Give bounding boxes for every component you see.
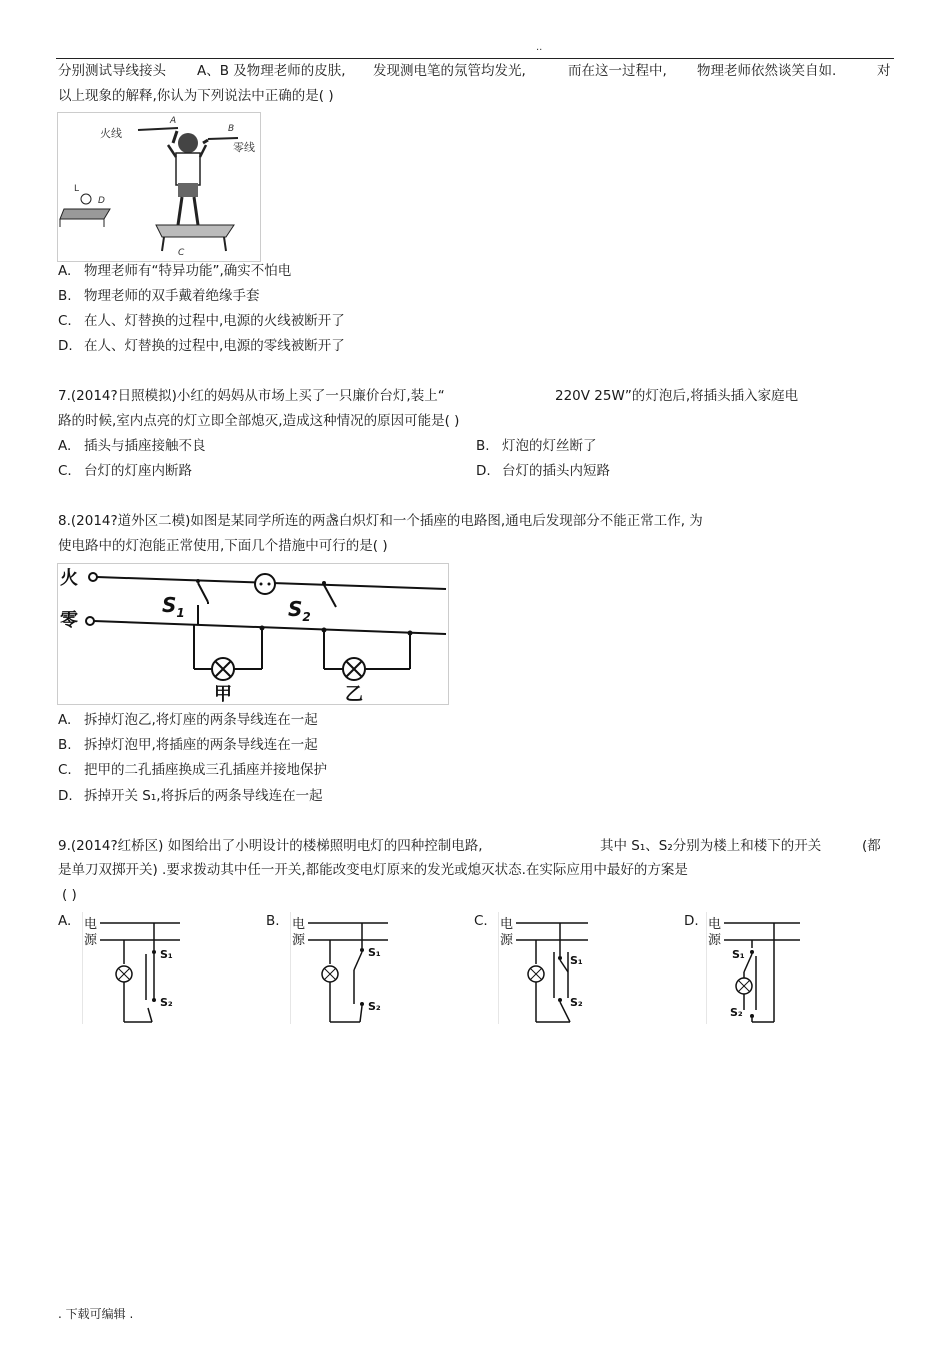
q8-line2: 使电路中的灯泡能正常使用,下面几个措施中可行的是( ) [58,538,388,554]
svg-text:电: 电 [292,917,306,932]
s2-label: S [288,597,303,621]
svg-text:S₁: S₁ [732,948,745,961]
label-c: C [178,248,185,258]
q6-option-a: A. 物理老师有“特异功能”,确实不怕电 [58,263,292,279]
s1-label: S [162,593,177,617]
q9-line1-a: 9.(2014?红桥区) 如图给出了小明设计的楼梯照明电灯的四种控制电路, [58,838,483,854]
q9-option-b-label: B. [266,913,280,929]
q8-line1: 8.(2014?道外区二模)如图是某同学所连的两盏白炽灯和一个插座的电路图,通电后发现部分不能正常工作, 为 [58,513,703,529]
label-a: A [170,116,177,126]
neutral-label: 零 [60,610,78,631]
q6-line1-f: 对 [877,63,891,79]
svg-text:源: 源 [84,933,98,948]
q6-option-d: D. 在人、灯替换的过程中,电源的零线被断开了 [58,338,345,354]
q8-option-b: B. 拆掉灯泡甲,将插座的两条导线连在一起 [58,737,318,753]
q8-option-d: D. 拆掉开关 S₁,将拆后的两条导线连在一起 [58,788,323,804]
q6-line2: 以上现象的解释,你认为下列说法中正确的是( ) [58,88,334,104]
label-l: L [74,184,80,194]
q9-circuit-c [498,912,598,1024]
q7-option-d: D. 台灯的插头内短路 [476,463,610,479]
q6-option-c: C. 在人、灯替换的过程中,电源的火线被断开了 [58,313,345,329]
svg-text:电: 电 [708,917,722,932]
label-b: B [228,124,235,134]
svg-text:S₂: S₂ [368,1000,381,1013]
q6-line1-a: 分别测试导线接头 [58,63,166,79]
q9-circuit-d [706,912,802,1024]
svg-text:S₁: S₁ [368,946,381,959]
svg-text:电: 电 [84,917,98,932]
q7-option-a: A. 插头与插座接触不良 [58,438,206,454]
q9-option-d-label: D. [684,913,699,929]
header-rule [56,58,894,59]
q8-option-a: A. 拆掉灯泡乙,将灯座的两条导线连在一起 [58,712,318,728]
svg-text:源: 源 [500,933,514,948]
q7-option-b: B. 灯泡的灯丝断了 [476,438,597,454]
q9-circuit-a [82,912,182,1024]
footer-note: . 下载可编辑 . [58,1307,134,1321]
q7-option-c: C. 台灯的灯座内断路 [58,463,192,479]
fire-label: 火 [60,568,78,589]
q8-circuit-figure [57,563,449,705]
q9-option-a-label: A. [58,913,72,929]
svg-text:S₂: S₂ [730,1006,743,1019]
q9-option-c-label: C. [474,913,488,929]
q6-figure [57,112,261,262]
svg-text:S2: $S_2$ [288,597,311,624]
q9-circuit-b [290,912,390,1024]
q9-line1-b: 其中 S₁、S₂分别为楼上和楼下的开关 [600,838,822,854]
header-dots: .. [536,42,543,53]
svg-text:源: 源 [708,933,722,948]
svg-text:电: 电 [500,917,514,932]
svg-text:S₂: S₂ [570,996,583,1009]
q8-option-c: C. 把甲的二孔插座换成三孔插座并接地保护 [58,762,327,778]
lamp-yi-label: 乙 [345,684,363,704]
q6-option-b: B. 物理老师的双手戴着绝缘手套 [58,288,260,304]
label-d: D [98,196,105,206]
neutral-wire-label: 零线 [233,141,255,154]
svg-text:S₁: S₁ [160,948,173,961]
q9-line3: ( ) [62,887,77,903]
q7-line2: 路的时候,室内点亮的灯立即全部熄灭,造成这种情况的原因可能是( ) [58,413,460,429]
q7-line1-b: 220V 25W”的灯泡后,将插头插入家庭电 [555,388,799,404]
fire-wire-label: 火线 [100,127,122,140]
svg-text:S₁: S₁ [570,954,583,967]
q9-line1-c: (都 [862,838,881,854]
svg-text:S₂: S₂ [160,996,173,1009]
q6-line1-b: A、B 及物理老师的皮肤, [197,63,346,79]
q6-line1-d: 而在这一过程中, [568,63,667,79]
q6-line1-c: 发现测电笔的氖管均发光, [373,63,526,79]
lamp-jia-label: 甲 [214,684,232,704]
svg-text:源: 源 [292,933,306,948]
q6-line1-e: 物理老师依然谈笑自如. [697,63,837,79]
svg-text:S1: $S_1$ [162,593,185,620]
q9-line2: 是单刀双掷开关) .要求拨动其中任一开关,都能改变电灯原来的发光或熄灭状态.在实际应用中最好的方案是 [58,862,688,878]
q7-line1-a: 7.(2014?日照模拟)小红的妈妈从市场上买了一只廉价台灯,装上“ [58,388,445,404]
